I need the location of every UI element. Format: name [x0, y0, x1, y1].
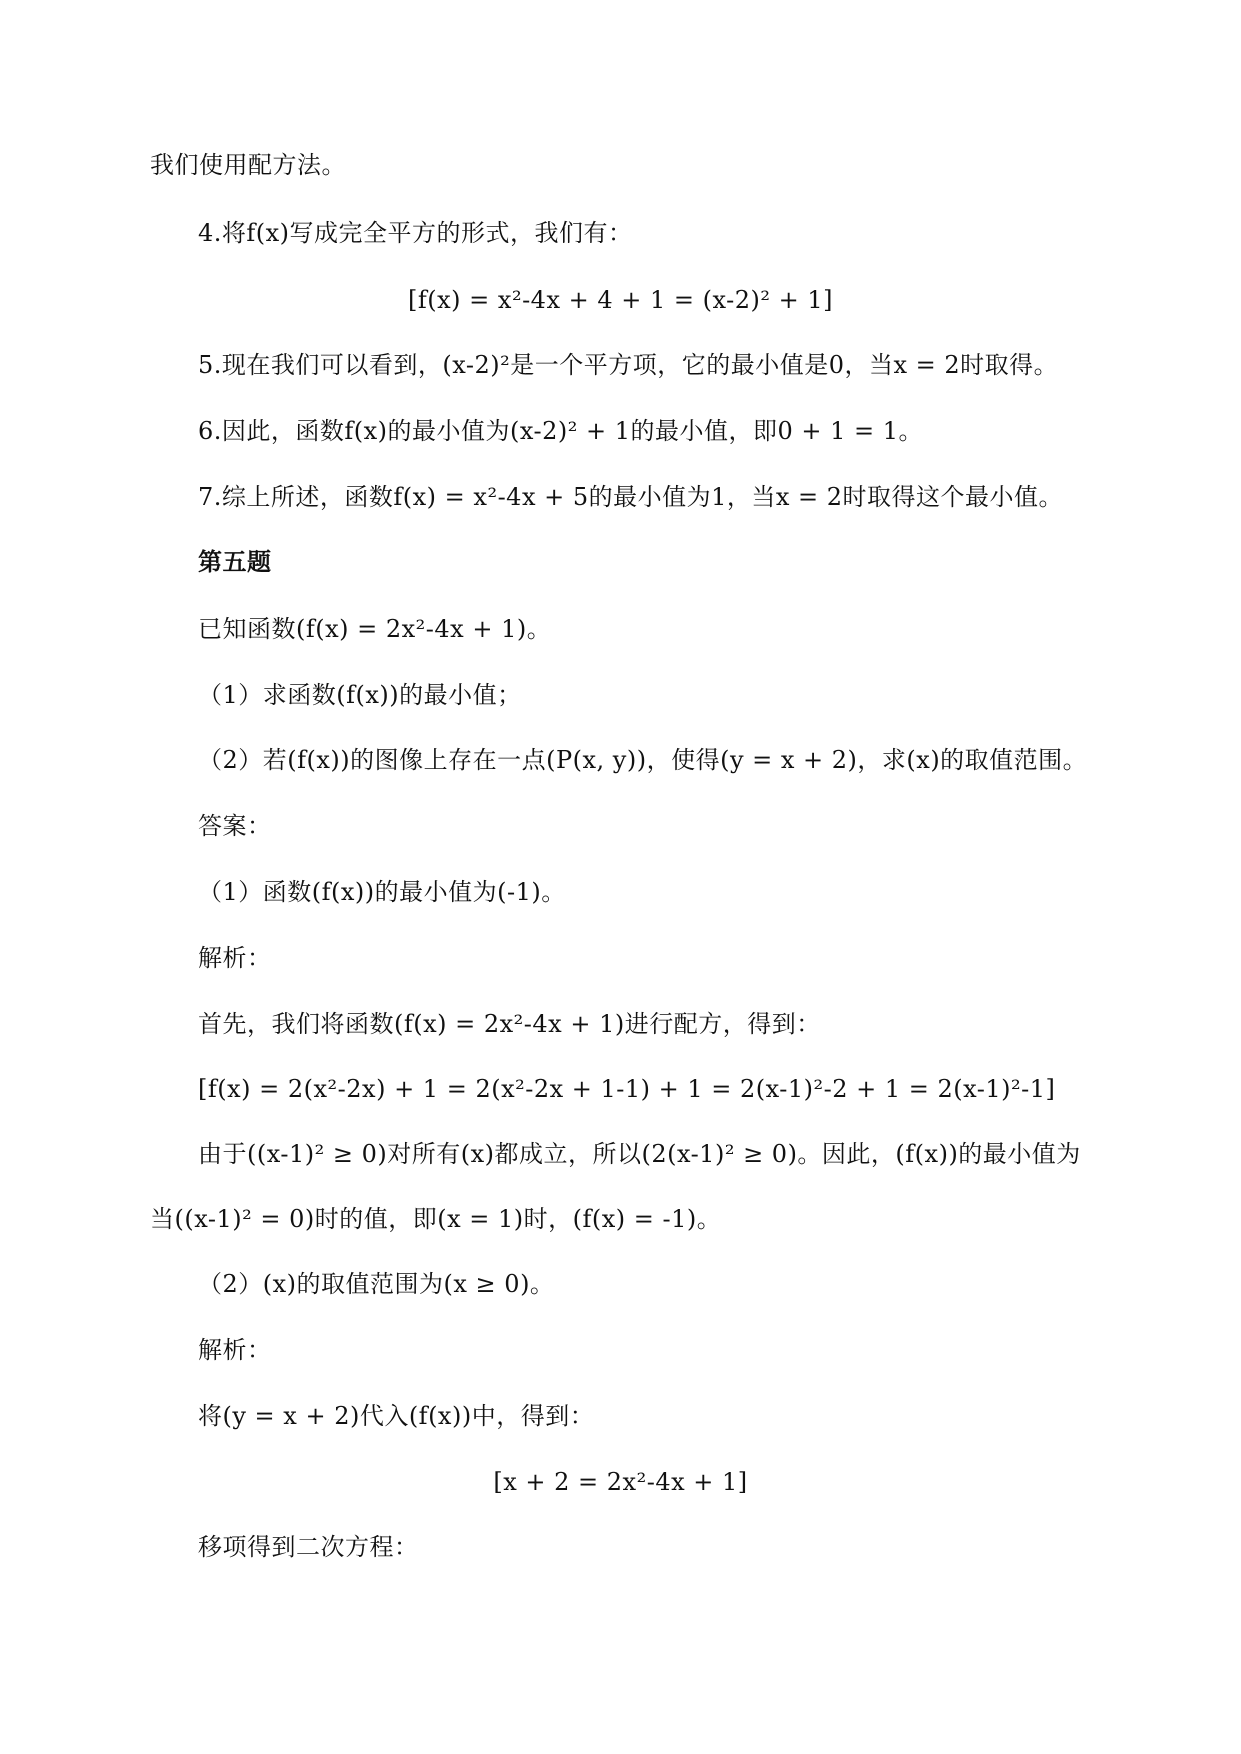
problem-statement: 已知函数(f(x) = 2x²-4x + 1)。 [198, 615, 552, 643]
analysis-text: 移项得到二次方程： [198, 1533, 419, 1561]
question-1: （1）求函数(f(x))的最小值； [198, 681, 522, 709]
answer-label: 答案： [198, 812, 272, 840]
analysis-text-continued: 当((x-1)² = 0)时的值，即(x = 1)时，(f(x) = -1)。 [150, 1205, 722, 1233]
answer-1: （1）函数(f(x))的最小值为(-1)。 [198, 878, 566, 906]
equation-derivation: [f(x) = 2(x²-2x) + 1 = 2(x²-2x + 1-1) + 1 = 2(x-1)²-2 + 1 = 2(x-1)²-1] [198, 1075, 1056, 1103]
analysis-text: 将(y = x + 2)代入(f(x))中，得到： [198, 1402, 595, 1430]
step-5-line: 5.现在我们可以看到，(x-2)²是一个平方项，它的最小值是0，当x = 2时取得。 [198, 351, 1059, 379]
step-6-line: 6.因此，函数f(x)的最小值为(x-2)² + 1的最小值，即0 + 1 = 1。 [198, 417, 924, 445]
section-heading: 第五题 [198, 547, 272, 576]
equation-substitution: [x + 2 = 2x²-4x + 1] [493, 1468, 748, 1496]
step-7-line: 7.综上所述，函数f(x) = x²-4x + 5的最小值为1，当x = 2时取得这个最小值。 [198, 483, 1064, 511]
text-line: 我们使用配方法。 [150, 151, 346, 179]
analysis-text: 由于((x-1)² ≥ 0)对所有(x)都成立，所以(2(x-1)² ≥ 0)。因此，(f(x))的最小值为 [198, 1140, 1081, 1168]
answer-2: （2）(x)的取值范围为(x ≥ 0)。 [198, 1270, 555, 1298]
analysis-label: 解析： [198, 944, 272, 972]
question-2: （2）若(f(x))的图像上存在一点(P(x, y))，使得(y = x + 2)，求(x)的取值范围。 [198, 746, 1088, 774]
step-4-line: 4.将f(x)写成完全平方的形式，我们有： [198, 219, 633, 247]
analysis-label: 解析： [198, 1336, 272, 1364]
equation-completed-square: [f(x) = x²-4x + 4 + 1 = (x-2)² + 1] [408, 286, 833, 314]
analysis-text: 首先，我们将函数(f(x) = 2x²-4x + 1)进行配方，得到： [198, 1010, 821, 1038]
